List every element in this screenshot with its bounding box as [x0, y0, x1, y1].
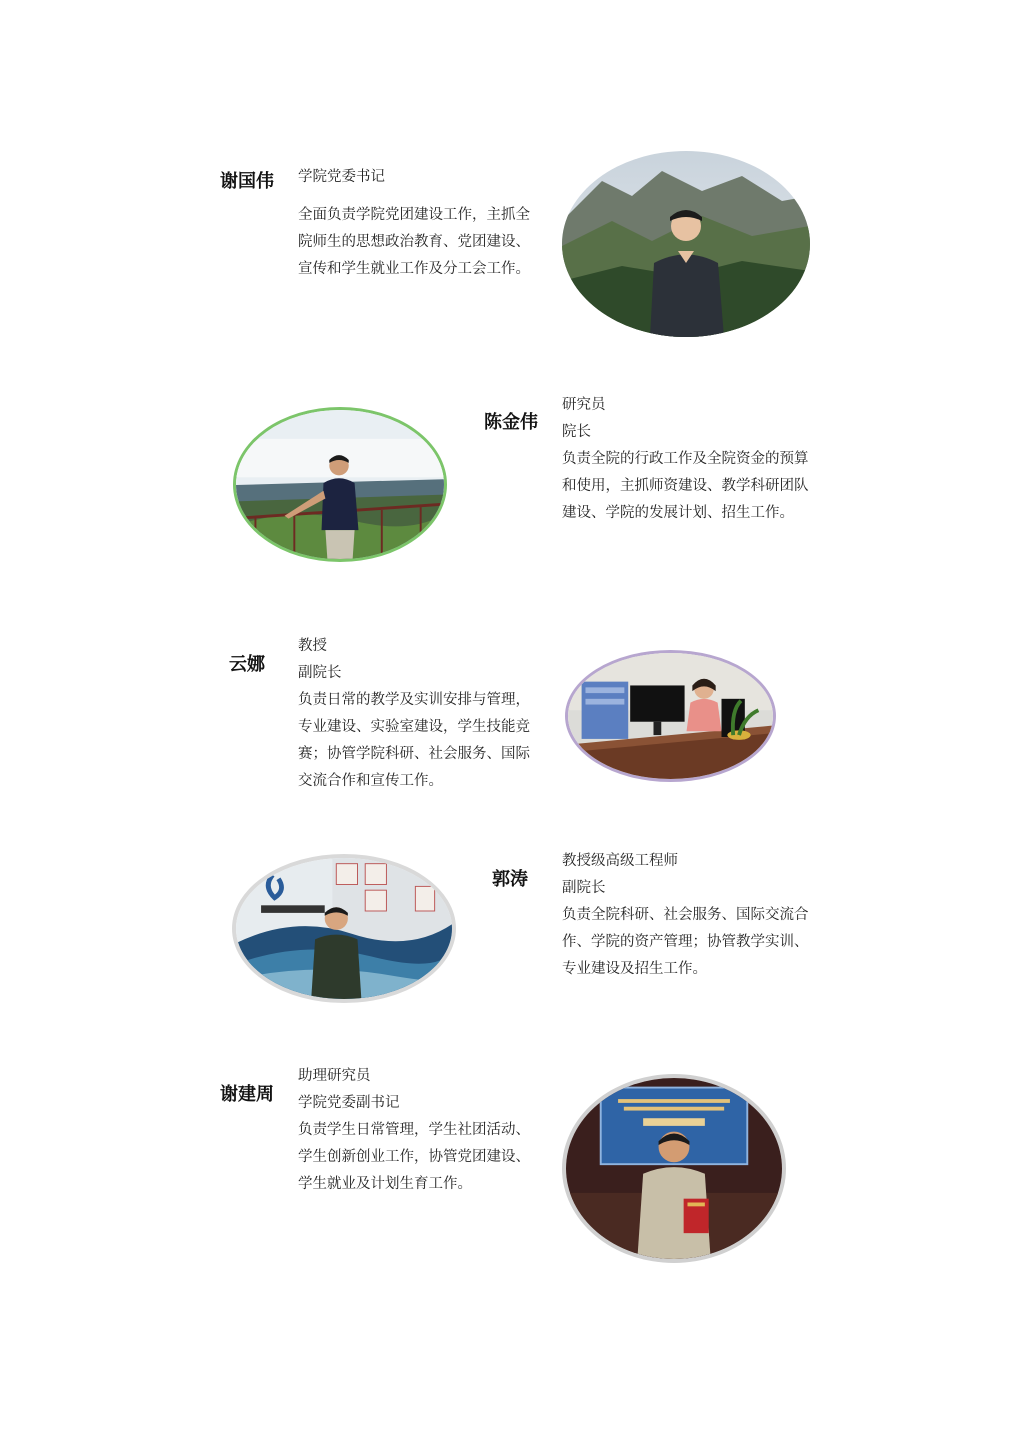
person-5-title-1: 助理研究员: [298, 1068, 371, 1084]
person-4-info: [562, 848, 814, 983]
person-2-title-1: 研究员: [562, 397, 606, 413]
person-4-title-2: 副院长: [562, 880, 606, 896]
person-1-photo: [562, 151, 810, 337]
person-4-title-1: 教授级高级工程师: [562, 853, 678, 869]
person-1-info: [298, 164, 544, 283]
person-1-duty: 全面负责学院党团建设工作，主抓全院师生的思想政治教育、党团建设、宣传和学生就业工作及分工会工作。: [298, 207, 530, 277]
person-1-title: 学院党委书记: [298, 169, 385, 185]
person-5-info: [298, 1063, 544, 1198]
person-2-title-2: 院长: [562, 424, 591, 440]
person-2-photo: [233, 407, 447, 562]
person-3-title-1: 教授: [298, 638, 327, 654]
person-3-duty: 负责日常的教学及实训安排与管理，专业建设、实验室建设，学生技能竞赛；协管学院科研、社会服务、国际交流合作和宣传工作。: [298, 692, 530, 789]
person-3-name: 云娜: [229, 654, 265, 675]
person-3-photo: [565, 650, 776, 782]
person-5-photo: [562, 1074, 786, 1263]
person-4-name: 郭涛: [492, 869, 528, 890]
person-3-info: [298, 633, 544, 795]
person-5-duty: 负责学生日常管理，学生社团活动、学生创新创业工作，协管党团建设、学生就业及计划生育工作。: [298, 1122, 530, 1192]
person-2-info: [562, 392, 813, 527]
person-4-photo: [232, 854, 456, 1003]
person-2-name: 陈金伟: [484, 412, 538, 433]
person-4-duty: 负责全院科研、社会服务、国际交流合作、学院的资产管理；协管教学实训、专业建设及招生工作。: [562, 907, 809, 977]
person-5-name: 谢建周: [220, 1084, 274, 1105]
person-1-name: 谢国伟: [220, 171, 274, 192]
person-3-title-2: 副院长: [298, 665, 342, 681]
person-5-title-2: 学院党委副书记: [298, 1095, 400, 1111]
person-2-duty: 负责全院的行政工作及全院资金的预算和使用，主抓师资建设、教学科研团队建设、学院的发展计划、招生工作。: [562, 451, 809, 521]
